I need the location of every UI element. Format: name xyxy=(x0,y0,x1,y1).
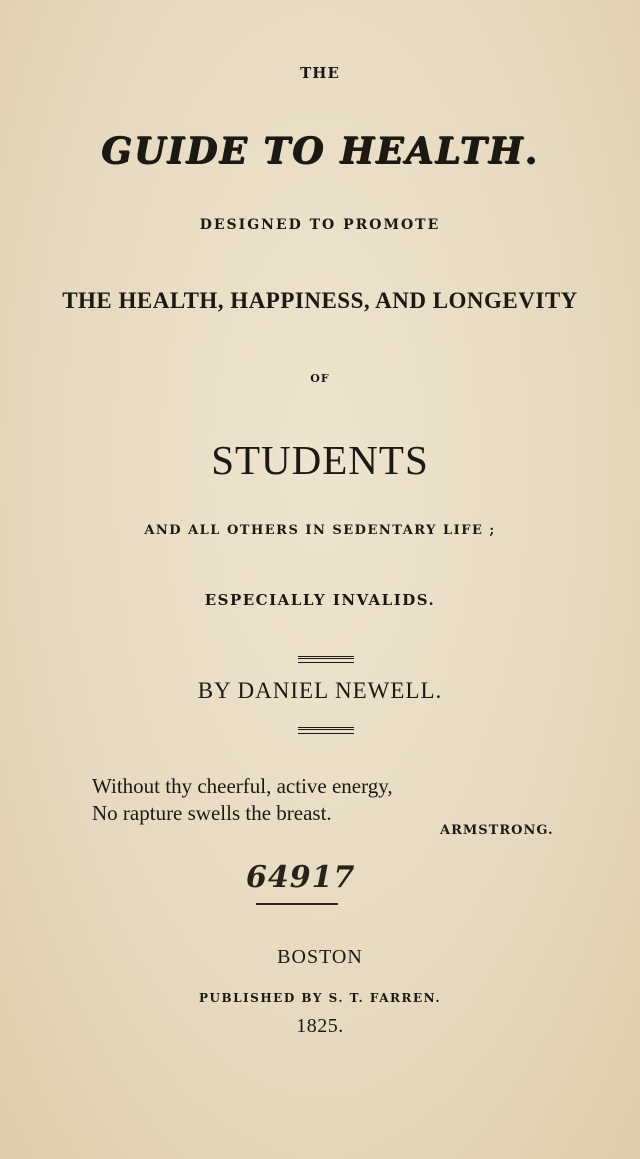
imprint-year: 1825. xyxy=(296,1015,344,1037)
title-prefix: THE xyxy=(300,64,340,82)
subtitle-health: THE HEALTH, HAPPINESS, AND LONGEVITY xyxy=(62,288,578,313)
epigraph-attribution: ARMSTRONG. xyxy=(440,823,554,838)
library-stamp-number: 64917 xyxy=(246,860,356,895)
stamp-underline xyxy=(256,903,338,905)
author-line: BY DANIEL NEWELL. xyxy=(197,678,443,703)
epigraph xyxy=(92,773,393,827)
epigraph-line: Without thy cheerful, active energy, xyxy=(92,774,393,798)
main-title: GUIDE TO HEALTH. xyxy=(101,130,539,172)
divider-rule xyxy=(298,656,354,663)
epigraph-line: No rapture swells the breast. xyxy=(92,801,332,825)
subtitle-designed: DESIGNED TO PROMOTE xyxy=(199,217,441,233)
subtitle-of: OF xyxy=(310,372,330,385)
subtitle-sedentary: AND ALL OTHERS IN SEDENTARY LIFE ; xyxy=(144,523,496,538)
subtitle-invalids: ESPECIALLY INVALIDS. xyxy=(204,591,436,609)
imprint-publisher: PUBLISHED BY S. T. FARREN. xyxy=(198,991,442,1005)
subtitle-students: STUDENTS xyxy=(211,437,429,483)
divider-rule xyxy=(298,727,354,734)
imprint-place: BOSTON xyxy=(277,946,363,968)
